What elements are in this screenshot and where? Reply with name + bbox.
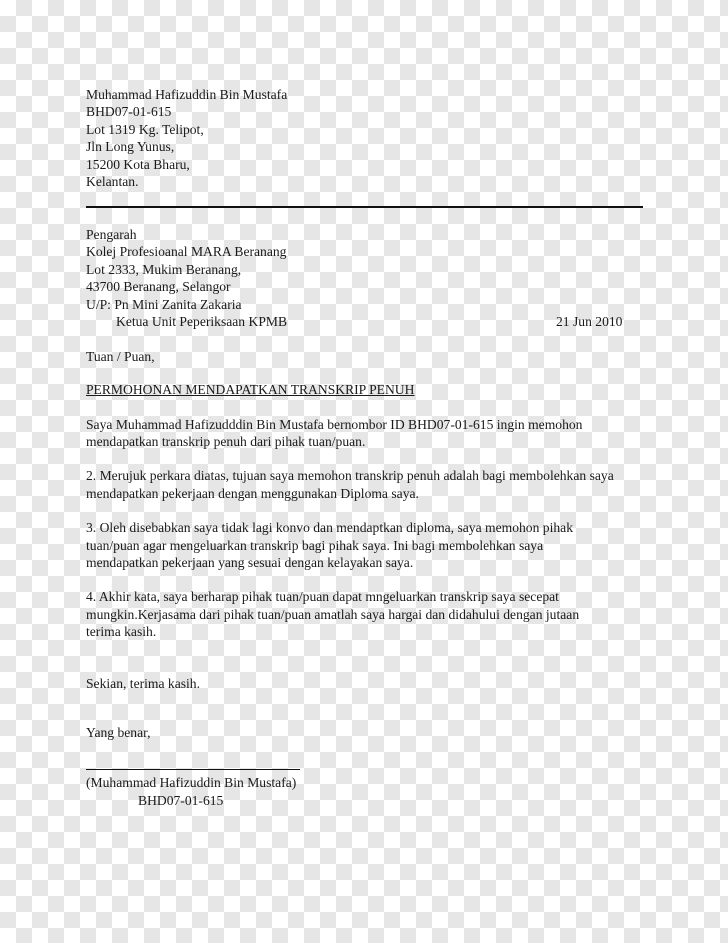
recipient-position: Ketua Unit Peperiksaan KPMB	[116, 314, 288, 329]
signature-id: BHD07-01-615	[138, 793, 224, 808]
recipient-address-line: 43700 Beranang, Selangor	[86, 279, 231, 294]
recipient-attention: U/P: Pn Mini Zanita Zakaria	[86, 297, 242, 312]
paragraph-line: 3. Oleh disebabkan saya tidak lagi konvo dan mendaptkan diploma, saya memohon pihak	[86, 520, 573, 535]
paragraph-line: Saya Muhammad Hafizudddin Bin Mustafa bernombor ID BHD07-01-615 ingin memohon	[86, 417, 583, 432]
sender-id: BHD07-01-615	[86, 104, 172, 119]
paragraph-line: 4. Akhir kata, saya berharap pihak tuan/puan dapat mngeluarkan transkrip saya secepat	[86, 589, 559, 604]
paragraph-line: mungkin.Kerjasama dari pihak tuan/puan amatlah saya hargai dan didahului dengan jutaan	[86, 607, 580, 622]
sender-address-line: Kelantan.	[86, 174, 139, 189]
paragraph-line: mendapatkan pekerjaan yang sesuai dengan kelayakan saya.	[86, 555, 414, 570]
salutation: Tuan / Puan,	[86, 349, 155, 364]
recipient-org: Kolej Profesioanal MARA Beranang	[86, 244, 287, 259]
letter-date: 21 Jun 2010	[556, 314, 623, 329]
recipient-title: Pengarah	[86, 227, 137, 242]
recipient-address-line: Lot 2333, Mukim Beranang,	[86, 262, 242, 277]
sender-address-line: Jln Long Yunus,	[86, 139, 175, 154]
sender-address-line: 15200 Kota Bharu,	[86, 157, 190, 172]
paragraph-line: mendapatkan pekerjaan dengan menggunakan Diploma saya.	[86, 486, 419, 501]
sender-address-line: Lot 1319 Kg. Telipot,	[86, 122, 204, 137]
paragraph-line: mendapatkan transkrip penuh dari pihak tuan/puan.	[86, 434, 366, 449]
sender-name: Muhammad Hafizuddin Bin Mustafa	[86, 87, 288, 102]
header-divider	[86, 206, 643, 208]
paragraph-line: 2. Merujuk perkara diatas, tujuan saya memohon transkrip penuh adalah bagi membolehkan saya	[86, 468, 614, 483]
signoff-text: Yang benar,	[86, 725, 151, 740]
closing-text: Sekian, terima kasih.	[86, 676, 201, 691]
signature-name: (Muhammad Hafizuddin Bin Mustafa)	[86, 775, 297, 790]
signature-line	[86, 769, 300, 770]
subject-heading: PERMOHONAN MENDAPATKAN TRANSKRIP PENUH	[86, 382, 415, 397]
paragraph-line: terima kasih.	[86, 624, 157, 639]
paragraph-line: tuan/puan agar mengeluarkan transkrip bagi pihak saya. Ini bagi membolehkan saya	[86, 538, 544, 553]
